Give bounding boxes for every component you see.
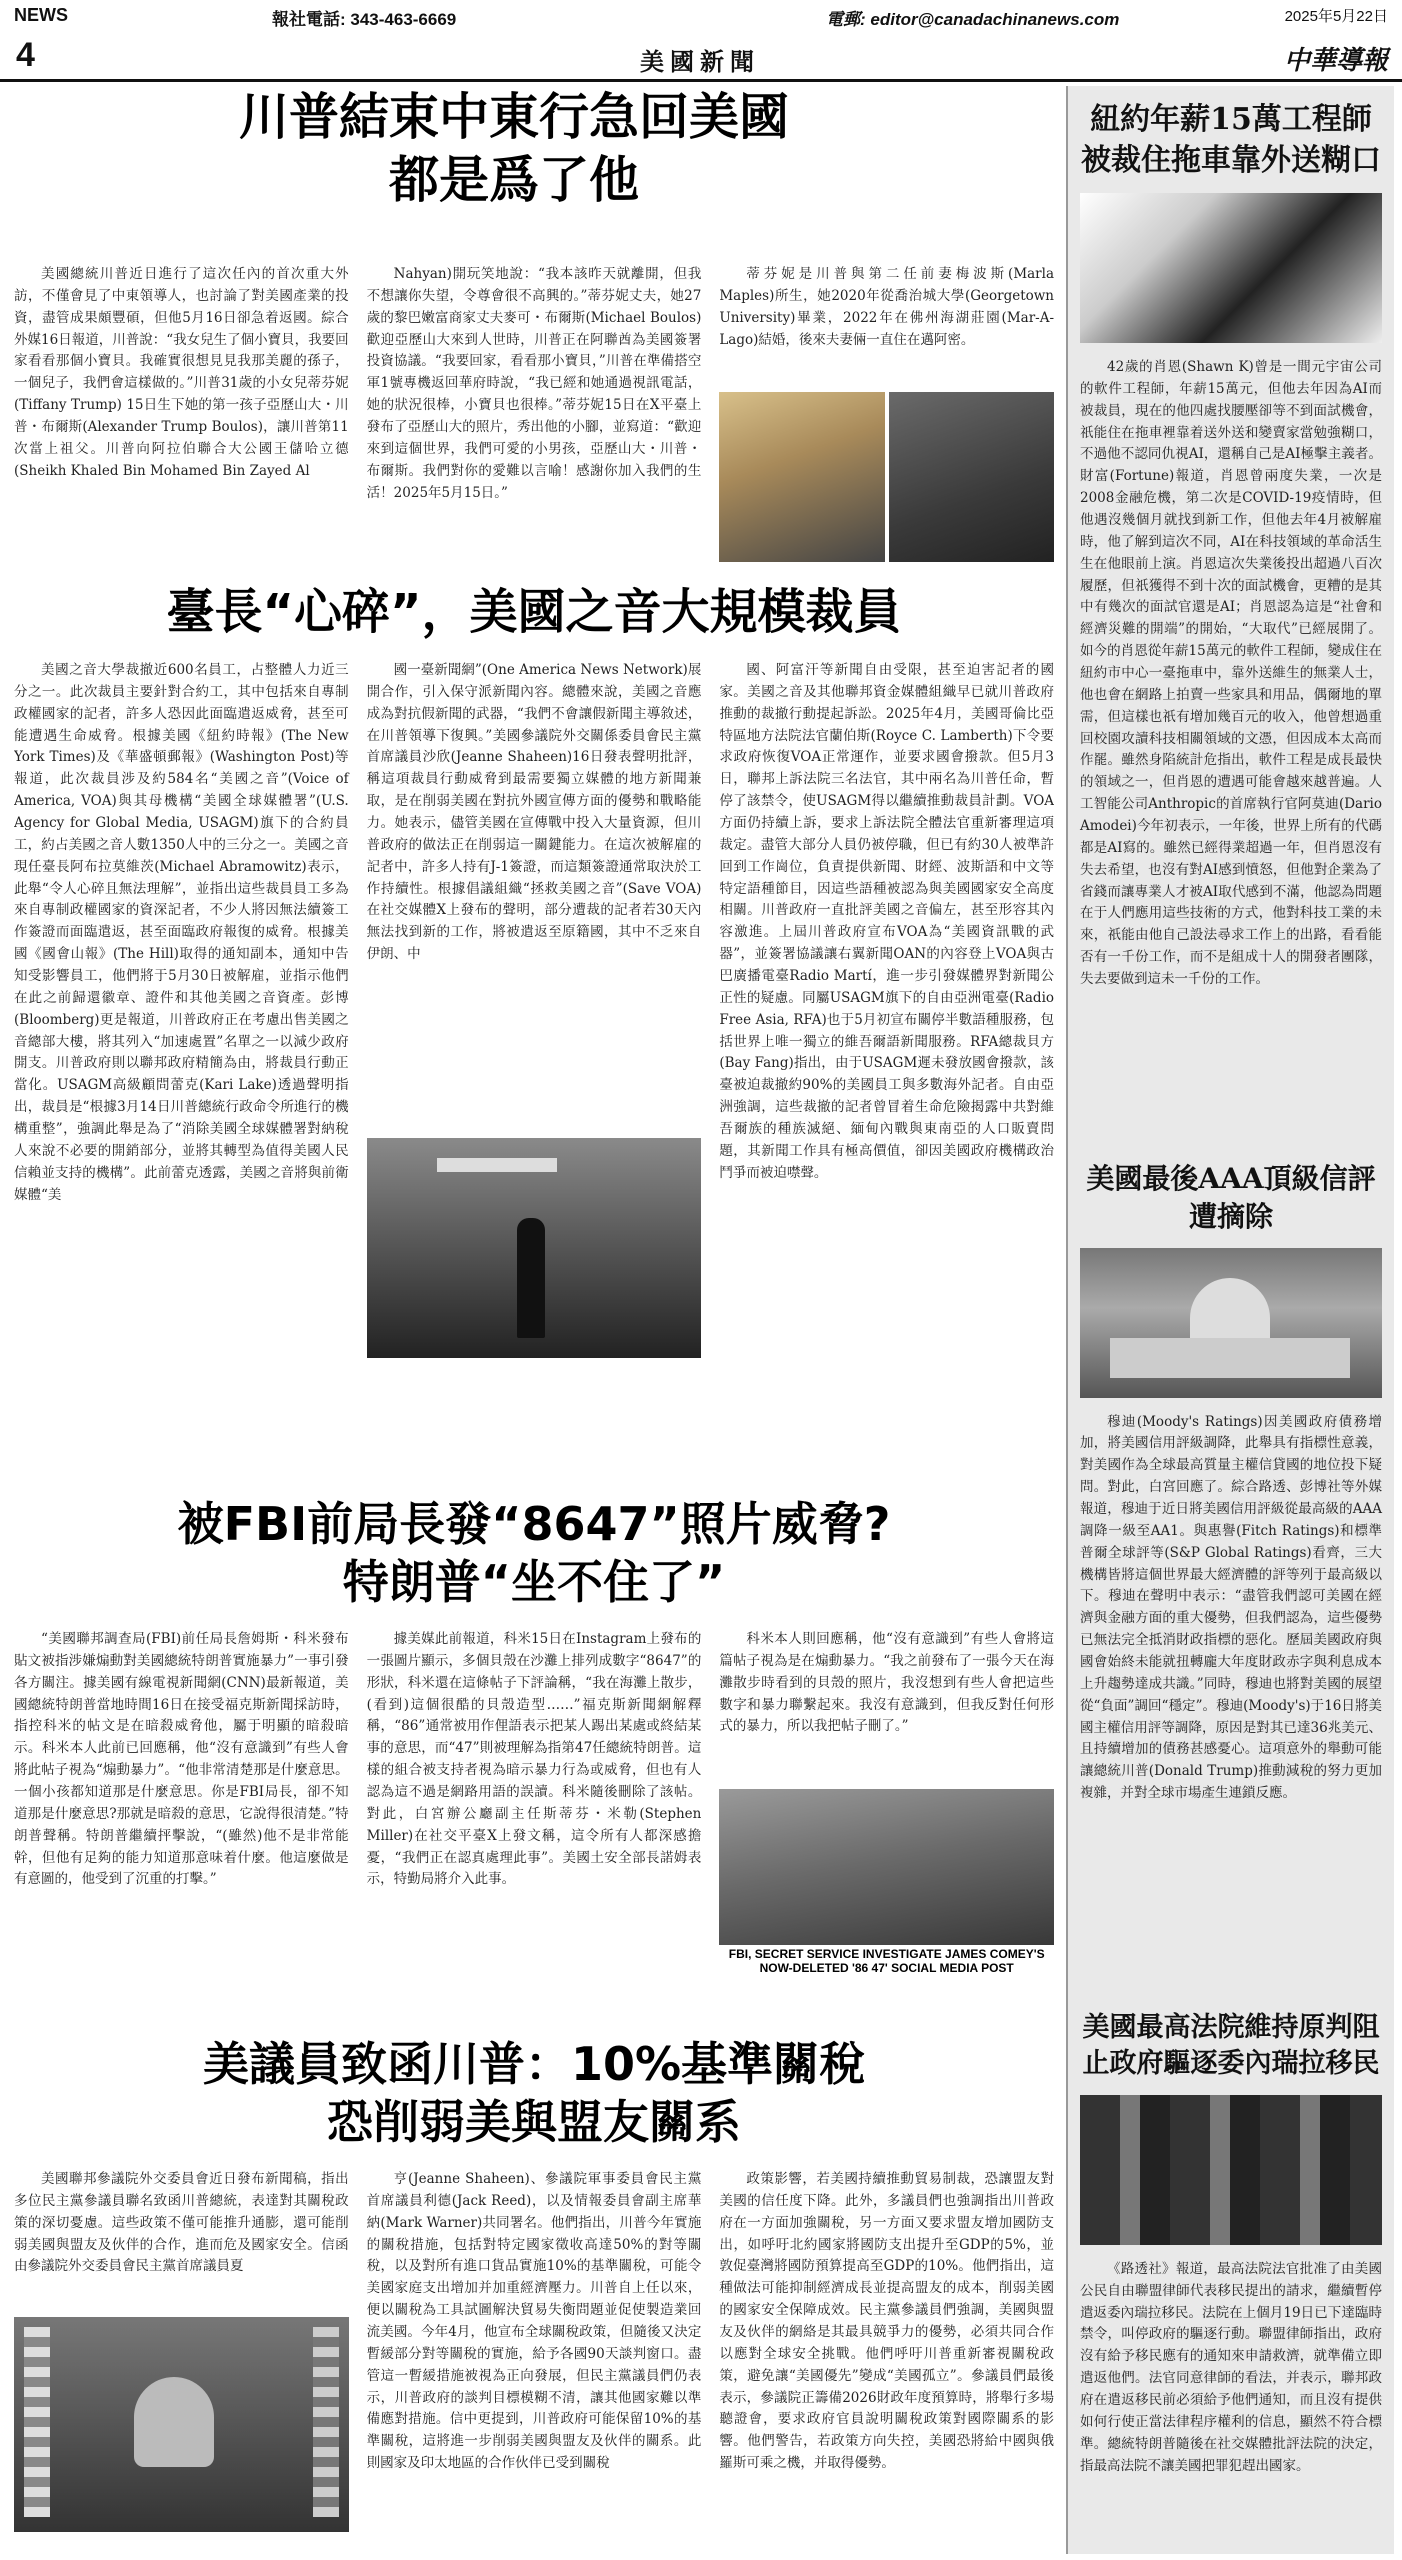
photo-ai-robot-hands [1080, 193, 1382, 343]
page-number: 4 [16, 36, 35, 74]
headline-line-1: 川普結束中東行急回美國 [239, 88, 789, 146]
article-text: 蒂芬妮是川普與第二任前妻梅波斯(Marla Maples)所生，她2020年從喬治城大學(Georgetown University)畢業，2022年在佛州海湖莊園(Mar-A-Lago)結婚，後來夫妻倆一直住在邁阿密。 [719, 266, 1054, 348]
newspaper-logo: 中華導報 [1283, 46, 1388, 76]
article-text: 美國總統川普近日進行了這次任內的首次重大外訪，不僅會見了中東領導人，也討論了對美國產業的投資，盡管成果頗豐碩，但他5月16日卻急着返國。綜合外媒16日報道，川普說：“我女兒生了個小寶貝，我要回家看看那個小寶貝。我確實很想見見我那美麗的孫子，一個兒子，我們會這樣做的。”川普31歲的小女兒蒂芬妮(Tiffany Trump) 15日生下她的第一孩子亞歷山大・川普・布爾斯(Alexander Trump Boulos)，讓川普第11次當上祖父。川普向阿拉伯聯合大公國王儲哈立德(Sheikh Khaled Bin Mohamed Bin Zayed Al [14, 266, 349, 479]
headline-line-2: 都是爲了他 [389, 150, 639, 209]
newsroom-phone: 報社電話: 343-463-6669 [272, 10, 457, 29]
article-text: 國一臺新聞網”(One America News Network)展開合作，引入保守派新聞內容。總體來說，美國之音應成為對抗假新聞的武器，“我們不會讓假新聞主導敘述，在川普領導下復興。”美國參議院外交關係委員會民主黨首席議員沙欣(Jeanne Shaheen)16日發表聲明批評，稱這項裁員行動威脅到最需要獨立媒體的地方新聞兼取，是在削弱美國在對抗外國宣傳方面的優勢和戰略能力。她表示，儘管美國在宣傳戰中投入大量資源，但川普政府的做法正在削弱這一關鍵能力。在這次被解雇的記者中，許多人持有J-1簽證，而這類簽證通常取決於工作持續性。根據倡議組織“拯救美國之音”(Save VOA)在社交媒體X上發布的聲明，部分遭裁的記者若30天內無法找到新的工作，將被遣返至原籍國，其中不乏來自伊朗、中 [366, 662, 702, 963]
issue-date: 2025年5月22日 [1284, 8, 1388, 25]
article-text: 美國聯邦參議院外交委員會近日發布新聞稿，指出多位民主黨參議員聯名致函川普總統，表達對其關稅政策的深切憂慮。這些政策不僅可能推升通膨，還可能削弱美國與盟友及伙伴的合作，進而危及國家安全。信函由參議院外交委員會民主黨首席議員夏 [14, 2171, 349, 2275]
article-comey-8647 [14, 1496, 1054, 2036]
article-senators-tariff-letter [14, 2036, 1054, 2554]
tv-caption-line-2: NOW-DELETED '86 47' SOCIAL MEDIA POST [759, 1961, 1014, 1975]
article-text: 政策影響，若美國持續推動貿易制裁，恐讓盟友對美國的信任度下降。此外，多議員們也強調指出川普政府在一方面加強關稅，另一方面又要求盟友增加國防支出，如呼吁北約國家將國防支出提升至GDP的5%，並敦促臺灣將國防預算提高至GDP的10%。他們指出，這種做法可能抑制經濟成長並提高盟友的成本，削弱美國的國家安全保障成效。民主黨參議員們強調，美國與盟友及伙伴的網絡是其最具競爭力的優勢，必須共同合作以應對全球安全挑戰。他們呼吁川普重新審視關稅政策，避免讓“美國優先”變成“美國孤立”。參議員們最後表示，參議院正籌備2026財政年度預算時，將舉行多場聽證會，要求政府官員說明關稅政策對國際關系的影響。他們警告，若政策方向失控，美國恐將給中國與俄羅斯可乘之機，并取得優勢。 [719, 2171, 1054, 2472]
article-text: 據美媒此前報道，科米15日在Instagram上發布的一張圖片顯示，多個貝殼在沙灘上排列成數字“8647”的形狀，科米還在這條帖子下評論稱，“我在海灘上散步，(看到)這個很酷的貝殼造型……”福克斯新聞網解釋稱，“86”通常被用作俚語表示把某人踢出某處或終結某事的意思，而“47”則被理解為指第47任總統特朗普。這樣的組合被支持者視為暗示暴力行為或威脅，但也有人認為這不過是網路用語的誤讀。科米隨後刪除了該帖。對此，白宮辦公廳副主任斯蒂芬・米勒(Stephen Miller)在社交平臺X上發文稱，這令所有人都深感擔憂，“我們正在認真處理此事”。美國土安全部長諾姆表示，特勤局將介入此事。 [366, 1631, 702, 1888]
article-headline [14, 1496, 1054, 1611]
headline-line-2: 特朗普“坐不住了” [342, 1554, 726, 1609]
article-headline [14, 2036, 1054, 2151]
photo-detained-migrants [1080, 2095, 1382, 2245]
article-text: 國、阿富汗等新聞自由受限，甚至迫害記者的國家。美國之音及其他聯邦資金媒體組織早已就川普政府推動的裁撤行動提起訴訟。2025年4月，美國哥倫比亞特區地方法院法官蘭伯斯(Royce C. Lamberth)下令要求政府恢復VOA正常運作，並要求國會撥款。但5月3日，聯邦上訴法院三名法官，其中兩名為川普任命，暫停了該禁令，使USAGM得以繼續推動裁員計劃。VOA方面仍持續上訴，要求上訴法院全體法官重新審理這項裁定。盡管大部分人員仍被停職，但已有約30人被準許回到工作崗位，負責提供新聞、財經、波斯語和中文等特定語種節目，因這些語種被認為與美國國家安全高度相關。川普政府一直批評美國之音偏左，甚至形容其內容激進。上屆川普政府宣布VOA為“美國資訊戰的武器”，並簽署協議讓右翼新聞OAN的內容登上VOA與古巴廣播電臺Radio Martí，進一步引發媒體界對新聞公正性的疑慮。同屬USAGM旗下的自由亞洲電臺(Radio Free Asia, RFA)也于5月初宣布關停半數語種服務，包括世界上唯一獨立的維吾爾語新聞服務。RFA總裁貝方(Bay Fang)指出，由于USAGM遲未發放國會撥款，該臺被迫裁撤約90%的美國員工與多數海外記者。自由亞洲強調，這些裁撤的記者曾冒着生命危險揭露中共對維吾爾族的種族滅絕、緬甸內戰與東南亞的人口販賣問題，其新聞工作具有極高價值，卻因美國政府機構政治鬥爭而被迫噤聲。 [719, 662, 1054, 1181]
article-voa-layoffs [14, 572, 1054, 1492]
photo-voa-building [367, 1138, 702, 1358]
article-text: “美國聯邦調查局(FBI)前任局長詹姆斯・科米發布貼文被指涉嫌煽動對美國總統特朗普實施暴力”一事引發各方關注。據美國有線電視新聞網(CNN)最新報道，美國總統特朗普當地時間16日在接受福克斯新聞採訪時，指控科米的帖文是在暗殺威脅他，屬于明顯的暗殺暗示。科米本人此前已回應稱，他“沒有意識到”有些人會將此帖子視為“煽動暴力”。“他非常清楚那是什麼意思。一個小孩都知道那是什麼意思。你是FBI局長，卻不知道那是什麼意思?那就是暗殺的意思，它說得很清楚。”特朗普聲稱。特朗普繼續抨擊說，“(雖然)他不是非常能幹，但他有足夠的能力知道那意味着什麼。他這麼做是有意圖的，他受到了沉重的打擊。” [14, 1631, 349, 1888]
article-text: 科米本人則回應稱，他“沒有意識到”有些人會將這篇帖子視為是在煽動暴力。“我之前發布了一張今天在海灘散步時看到的貝殼的照片，我沒想到有些人會把這些數字和暴力聯繫起來。我沒有意識到，但我反對任何形式的暴力，所以我把帖子刪了。” [719, 1631, 1054, 1735]
sidebar-headline: 紐約年薪15萬工程師被裁住拖車靠外送糊口 [1081, 102, 1381, 178]
sidebar-article-engineer-layoff [1068, 86, 1394, 1141]
article-column [14, 2169, 349, 2534]
article-headline: 臺長“心碎”，美國之音大規模裁員 [166, 584, 902, 640]
photo-trump-oval-office [14, 2317, 349, 2532]
section-header [0, 30, 1402, 82]
article-text: Nahyan)開玩笑地說：“我本該昨天就離開，但我不想讓你失望，令尊會很不高興的。”蒂芬妮丈夫，她27歲的黎巴嫩富商家丈夫麥可・布爾斯(Michael Boulos)歡迎亞歷山大來到人世時，川普正在阿聯酋為美國簽署投資協議。“我要回家，看看那小寶貝，”川普在準備搭空軍1號專機返回華府時說，“我已經和她通過視訊電話，她的狀況很棒，小寶貝也很棒。”蒂芬妮15日在X平臺上發布了亞歷山大的照片，秀出他的小腳，並寫道：“歡迎來到這個世界，我們可愛的小男孩，亞歷山大・川普・布爾斯。我們對你的愛難以言喻！感謝你加入我們的生活！2025年5月15日。” [366, 266, 702, 501]
main-content [14, 86, 1054, 2554]
headline-line-1: 美議員致函川普：10%基準關稅 [202, 2037, 866, 2091]
photo-tiffany-trump-and-baby [719, 392, 1054, 562]
article-column [367, 660, 702, 1440]
sidebar [1066, 86, 1394, 2554]
sidebar-article-aaa-downgrade [1068, 1146, 1394, 1996]
sidebar-text: 42歲的肖恩(Shawn K)曾是一間元宇宙公司的軟件工程師，年薪15萬元，但他去年因為AI而被裁員，現在的他四處找腰壓卻等不到面試機會，祇能住在拖車裡靠着送外送和變賣家當勉強糊口，不過他不認同仇視AI，還稱自己是AI極擊主義者。財富(Fortune)報道，肖恩曾兩度失業，一次是2008金融危機，第二次是COVID-19疫情時，但他遇沒幾個月就找到新工作，但他去年4月被解雇時，他了解到這次不同，AI在科技領域的革命活生生在他眼前上演。肖恩這次失業後投出超過八百次履歷，但祇獲得不到十次的面試機會，更糟的是其中有幾次的面試官還是AI；肖恩認為這是“社會和經濟災難的開端”的開始，“大取代”已經展開了。如今的肖恩從年薪15萬元的軟件工程師，變成住在紐約市中心一臺拖車中，靠外送維生的無業人士，他也會在網路上拍賣一些家具和用品，偶爾地的單需，但這樣也祇有增加幾百元的收入，他曾想過重回校園攻讀科技相關領域的文憑，但因成本太高而作罷。雖然身陷統計危指出，軟件工程是成長最快的領域之一，但肖恩的遭遇可能會越來越普遍。人工智能公司Anthropic的首席執行官阿莫迪(Dario Amodei)今年初表示，一年後，世界上所有的代碼都是AI寫的。雖然已經得業超過一年，但肖恩沒有失去希望，也沒有對AI感到憤怒，但他對企業為了省錢而讓專業人才被AI取代感到不滿，他認為問題在于人們應用這些技術的方式，他對科技工業的未來，祇能由他自己設法尋求工作上的出路，看看能否有一千份工作，而不是組成十人的開發者團隊，失去要做到這未一千份的工作。 [1080, 359, 1382, 988]
article-headline [134, 86, 894, 211]
sidebar-text: 穆迪(Moody's Ratings)因美國政府債務增加，將美國信用評級調降，此舉具有指標性意義，對美國作為全球最高質量主權信貸國的地位投下疑問。對此，白宮回應了。綜合路透、彭博社等外媒報道，穆迪于近日將美國信用評級從最高級的AAA調降一級至AA1。與惠譽(Fitch Ratings)和標準普爾全球評等(S&P Global Ratings)看齊，三大機構皆將這個世界最大經濟體的評等列于最高級以下。穆迪在聲明中表示：“盡管我們認可美國在經濟與金融方面的重大優勢，但我們認為，這些優勢已無法完全抵消財政指標的惡化。歷屆美國政府與國會始終未能就扭轉龐大年度財政赤字與利息成本上升趨勢達成共識。”同時，穆迪也將對美國的展望從“負面”調回“穩定”。穆迪(Moody's)于16日將美國主權信用評等調降，原因是對其已達36兆美元、且持續增加的債務甚感憂心。這項意外的舉動可能讓總統川普(Donald Trump)推動減稅的努力更加複雜，并對全球市場產生連鎖反應。 [1080, 1413, 1382, 1802]
headline-line-2: 恐削弱美與盟友關系 [327, 2094, 741, 2149]
section-title: 美國新聞 [640, 47, 760, 76]
article-text: 亨(Jeanne Shaheen)、參議院軍事委員會民主黨首席議員利德(Jack Reed)，以及情報委員會副主席華納(Mark Warner)共同署名。他們指出，川普今年實施的關稅措施，包括對特定國家徵收高達50%的對等關稅，以及對所有進口貨品實施10%的基準關稅，可能令美國家庭支出增加并加重經濟壓力。川普自上任以來，便以關稅為工具試圖解決貿易失衡問題並促使製造業回流美國。今年4月，他宣布全球關稅政策，但隨後又決定暫緩部分對等關稅的實施，給予各國90天談判窗口。盡管這一暫緩措施被視為正向發展，但民主黨議員們仍表示，川普政府的談判目標模糊不清，讓其他國家難以準備應對措施。信中更提到，川普政府可能保留10%的基準關稅，這將進一步削弱美國與盟友及伙伴的關系。此則國家及印太地區的合作伙伴已受到關稅 [366, 2171, 702, 2472]
sidebar-headline: 美國最後AAA頂級信評遭摘除 [1086, 1162, 1376, 1233]
photo-us-capitol [1080, 1248, 1382, 1398]
tv-caption [719, 1945, 1054, 1979]
newsroom-email: 電郵: editor@canadachinanews.com [826, 10, 1120, 29]
masthead-strip [0, 0, 1402, 30]
article-trump-returns [14, 86, 1054, 566]
headline-line-1: 被FBI前局長發“8647”照片威脅? [177, 1497, 891, 1551]
article-column [719, 264, 1054, 566]
article-column [719, 1629, 1054, 2009]
section-tag: NEWS [14, 5, 68, 25]
sidebar-article-supreme-court [1068, 1996, 1394, 2554]
sidebar-headline: 美國最高法院維持原判阻止政府驅逐委內瑞拉移民 [1082, 2012, 1380, 2080]
article-text: 美國之音大學裁撤近600名員工，占整體人力近三分之一。此次裁員主要針對合約工，其中包括來自專制政權國家的記者，許多人恐因此面臨遣返威脅，甚至可能遭遇生命威脅。根據美國《紐約時報》(The New York Times)及《華盛頓郵報》(Washington Post)等報道，此次裁員涉及約584名“美國之音”(Voice of America, VOA)與其母機構“美國全球媒體署”(U.S. Agency for Global Media, USAGM)旗下的合約員工，約占美國之音人數1350人中的三分之一。美國之音現任臺長阿布拉莫維茨(Michael Abramowitz)表示，此舉“令人心碎且無法理解”，並指出這些裁員員工多為來自專制政權國家的資深記者，不少人將因無法續簽工作簽證而面臨遣返，甚至面臨政府報復的威脅。根據美國《國會山報》(The Hill)取得的通知副本，通知中告知受影響員工，他們將于5月30日被解雇，並指示他們在此之前歸還徽章、證件和其他美國之音資產。彭博(Bloomberg)更是報道，川普政府正在考慮出售美國之音總部大樓，將其列入“加速處置”名單之一以減少政府開支。川普政府則以聯邦政府精簡為由，將裁員行動正當化。USAGM高級顧問蕾克(Kari Lake)透過聲明指出，裁員是“根據3月14日川普總統行政命令所進行的機構重整”，強調此舉是為了“消除美國全球媒體署對納稅人來說不必要的開銷部分，並將其轉型為值得美國人民信賴並支持的機構”。此前蕾克透露，美國之音將與前衛媒體“美 [14, 662, 349, 1203]
tv-caption-line-1: FBI, SECRET SERVICE INVESTIGATE JAMES COMEY'S [728, 1947, 1045, 1961]
sidebar-text: 《路透社》報道，最高法院法官批准了由美國公民自由聯盟律師代表移民提出的請求，繼續暫停遣返委內瑞拉移民。法院在上個月19日已下達臨時禁令，叫停政府的驅逐行動。聯盟律師指出，政府沒有給予移民應有的通知來申請救濟，就準備立即遣返他們。法官同意律師的看法，并表示，聯邦政府在遣返移民前必須給予他們通知，而且沒有提供如何行使正當法律程序權利的信息，顯然不符合標準。總統特朗普隨後在社交媒體批評法院的決定，指最高法院不讓美國把罪犯趕出國家。 [1080, 2260, 1382, 2474]
photo-trump-fox-news [719, 1789, 1054, 1979]
